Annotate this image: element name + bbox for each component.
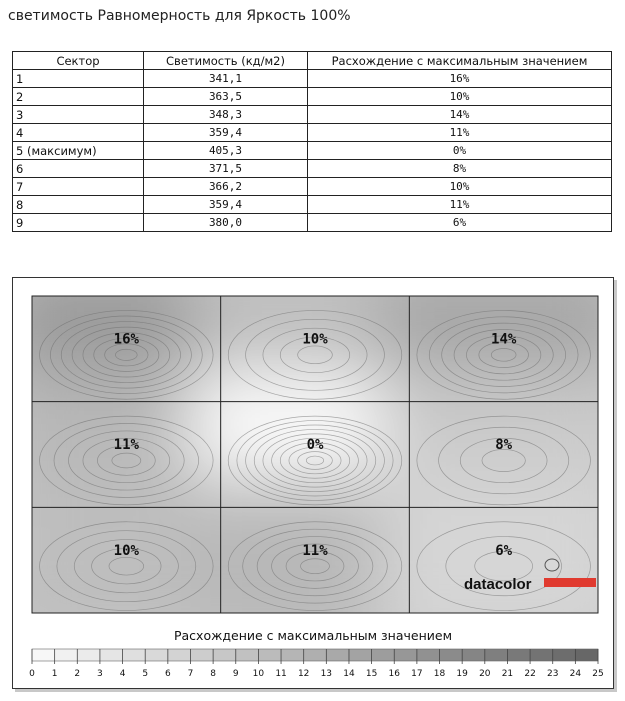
legend-tick-label: 0 [29, 669, 35, 679]
legend-swatch [440, 649, 463, 661]
luminance-table [12, 51, 612, 232]
legend-swatch [575, 649, 598, 661]
table-row [13, 70, 612, 88]
legend-swatch [281, 649, 304, 661]
cell-label: 8% [495, 437, 513, 454]
cell-label: 16% [113, 331, 139, 348]
legend-swatch [462, 649, 485, 661]
legend-tick-label: 21 [501, 669, 514, 679]
legend-tick-label: 10 [252, 669, 265, 679]
legend-swatch [394, 649, 417, 661]
legend-swatch [304, 649, 327, 661]
legend-swatch [258, 649, 281, 661]
table-row [13, 106, 612, 124]
legend-tick-label: 22 [524, 669, 536, 679]
deviation-cell: 10% [308, 88, 612, 106]
legend-swatch [349, 649, 372, 661]
legend-tick-label: 19 [456, 669, 468, 679]
luminance-cell: 341,1 [144, 70, 308, 88]
header-deviation: Расхождение с максимальным значением [308, 52, 612, 70]
logo-text: datacolor [464, 576, 532, 593]
deviation-cell: 10% [308, 178, 612, 196]
legend-tick-label: 6 [164, 669, 171, 679]
cell-label: 6% [495, 542, 513, 559]
legend-swatch [145, 649, 168, 661]
deviation-cell: 6% [308, 214, 612, 232]
table-row [13, 88, 612, 106]
sector-cell: 7 [13, 178, 144, 196]
legend-swatch [190, 649, 213, 661]
legend-tick-label: 3 [97, 669, 103, 679]
cell-label: 0% [306, 437, 324, 454]
sector-cell: 5 (максимум) [13, 142, 144, 160]
luminance-cell: 405,3 [144, 142, 308, 160]
luminance-cell: 359,4 [144, 124, 308, 142]
logo-bar [544, 578, 596, 587]
luminance-cell: 348,3 [144, 106, 308, 124]
legend-tick-label: 1 [51, 669, 58, 679]
table-row [13, 178, 612, 196]
legend-tick-label: 25 [592, 669, 604, 679]
deviation-cell: 16% [308, 70, 612, 88]
deviation-cell: 14% [308, 106, 612, 124]
cell-label: 10% [302, 331, 328, 348]
legend-tick-label: 20 [479, 669, 491, 679]
legend-swatch [213, 649, 236, 661]
table-row [13, 196, 612, 214]
deviation-cell: 11% [308, 124, 612, 142]
legend-swatch [417, 649, 440, 661]
sector-cell: 4 [13, 124, 144, 142]
luminance-cell: 371,5 [144, 160, 308, 178]
legend-swatch [123, 649, 146, 661]
legend-title: Расхождение с максимальным значением [173, 628, 453, 643]
legend-swatch [32, 649, 55, 661]
uniformity-chart-frame [12, 277, 614, 689]
legend-tick-label: 12 [297, 669, 310, 679]
sector-cell: 6 [13, 160, 144, 178]
deviation-cell: 8% [308, 160, 612, 178]
legend-swatch [372, 649, 395, 661]
legend-tick-label: 16 [388, 669, 400, 679]
legend-tick-label: 14 [343, 669, 355, 679]
legend-swatch [326, 649, 349, 661]
legend-swatch [100, 649, 123, 661]
luminance-cell: 366,2 [144, 178, 308, 196]
legend-tick-label: 15 [365, 669, 378, 679]
legend-tick-label: 9 [232, 669, 239, 679]
legend-tick-label: 8 [210, 669, 216, 679]
legend-tick-label: 7 [187, 669, 194, 679]
legend-swatch [530, 649, 553, 661]
table-row [13, 160, 612, 178]
logo-mark [545, 559, 559, 571]
deviation-cell: 0% [308, 142, 612, 160]
table-row [13, 214, 612, 232]
legend-tick-label: 24 [569, 669, 582, 679]
legend-swatch [77, 649, 100, 661]
legend-tick-label: 13 [320, 669, 333, 679]
luminance-cell: 380,0 [144, 214, 308, 232]
legend-tick-label: 5 [142, 669, 149, 679]
legend-tick-label: 4 [119, 669, 126, 679]
sector-cell: 8 [13, 196, 144, 214]
table-row [13, 124, 612, 142]
legend-tick-label: 17 [411, 669, 423, 679]
legend-swatch [236, 649, 259, 661]
legend-swatch [507, 649, 530, 661]
legend-tick-label: 18 [433, 669, 446, 679]
sector-cell: 2 [13, 88, 144, 106]
cell-label: 14% [491, 331, 517, 348]
cell-label: 10% [113, 542, 139, 559]
luminance-cell: 359,4 [144, 196, 308, 214]
header-luminance: Светимость (кд/м2) [144, 52, 308, 70]
cell-label: 11% [113, 437, 139, 454]
legend-swatch [55, 649, 78, 661]
legend-tick-label: 2 [74, 669, 81, 679]
sector-cell: 9 [13, 214, 144, 232]
cell-label: 11% [302, 542, 328, 559]
heat-cell [379, 477, 613, 643]
legend-tick-label: 11 [275, 669, 287, 679]
luminance-cell: 363,5 [144, 88, 308, 106]
sector-cell: 1 [13, 70, 144, 88]
legend-swatch [168, 649, 191, 661]
page-title: светимость Равномерность для Яркость 100% [8, 8, 351, 24]
header-sector: Сектор [13, 52, 144, 70]
deviation-cell: 11% [308, 196, 612, 214]
uniformity-heatmap [13, 278, 613, 688]
legend-tick-label: 23 [546, 669, 559, 679]
legend-swatch [553, 649, 576, 661]
table-header-row [13, 52, 612, 70]
legend-swatch [485, 649, 508, 661]
sector-cell: 3 [13, 106, 144, 124]
table-row [13, 142, 612, 160]
